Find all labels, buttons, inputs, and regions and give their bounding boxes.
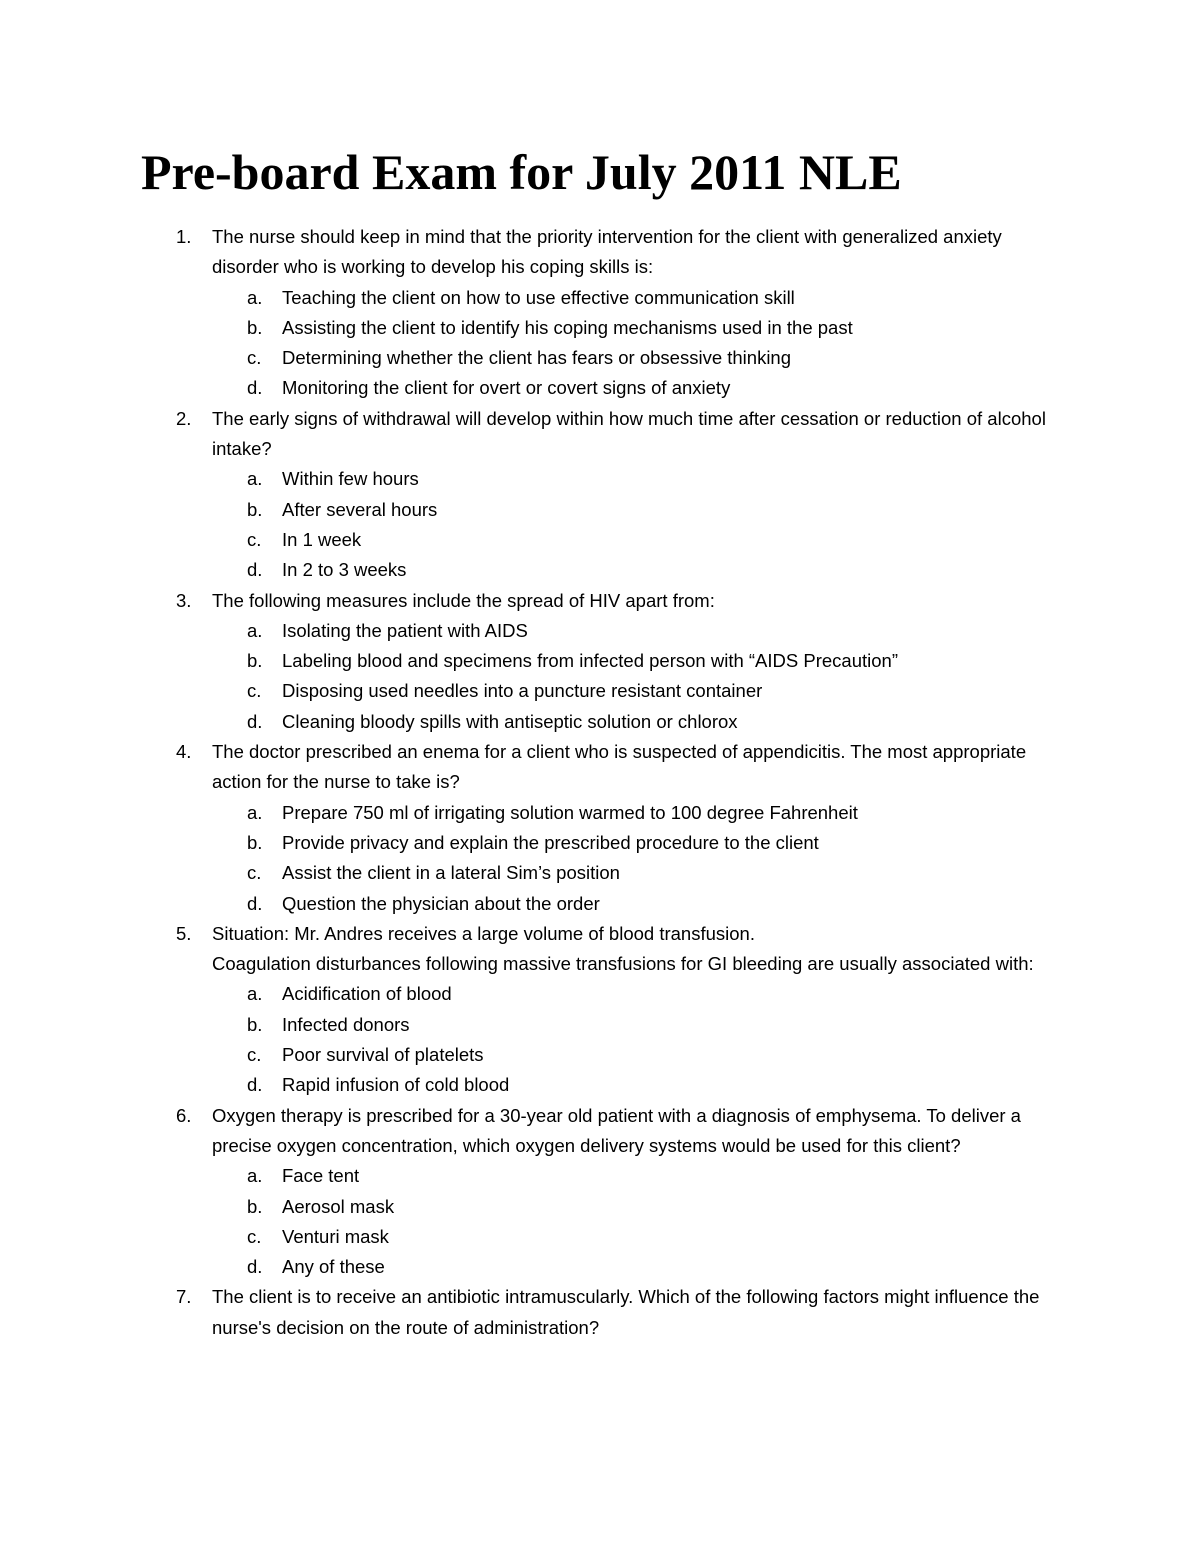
question-text: The following measures include the spread of HIV apart from: xyxy=(212,589,715,611)
question-text: Situation: Mr. Andres receives a large volume of blood transfusion. xyxy=(212,922,755,944)
answer-choice xyxy=(0,1252,1122,1282)
answer-choice xyxy=(0,1040,1122,1070)
choice-letter: b. xyxy=(247,650,263,672)
choice-text: Infected donors xyxy=(282,1013,410,1035)
choice-letter: d. xyxy=(247,559,263,581)
answer-choice xyxy=(0,828,1122,858)
choice-text: Face tent xyxy=(282,1165,360,1187)
choice-text: Venturi mask xyxy=(282,1225,389,1247)
question-item xyxy=(0,737,1200,919)
choice-text: Assist the client in a lateral Sim’s position xyxy=(282,862,620,884)
question-number: 4. xyxy=(176,741,192,763)
choice-letter: b. xyxy=(247,316,263,338)
answer-choice xyxy=(0,464,1122,494)
question-item xyxy=(0,1282,1200,1343)
choice-text: Teaching the client on how to use effective communication skill xyxy=(282,286,795,308)
answer-choice xyxy=(0,1222,1122,1252)
answer-choice xyxy=(0,555,1122,585)
choice-text: Prepare 750 ml of irrigating solution warmed to 100 degree Fahrenheit xyxy=(282,801,858,823)
answer-choice xyxy=(0,707,1122,737)
question-number: 6. xyxy=(176,1104,192,1126)
choice-letter: d. xyxy=(247,1074,263,1096)
answer-choice xyxy=(0,1192,1122,1222)
answer-choices xyxy=(0,1161,1200,1282)
choice-text: Any of these xyxy=(282,1256,385,1278)
question-item xyxy=(0,1101,1200,1283)
answer-choice xyxy=(0,1070,1122,1100)
choice-text: After several hours xyxy=(282,498,438,520)
choice-letter: c. xyxy=(247,862,262,884)
choice-text: Question the physician about the order xyxy=(282,892,600,914)
answer-choice xyxy=(0,373,1122,403)
choice-letter: a. xyxy=(247,983,263,1005)
choice-text: Acidification of blood xyxy=(282,983,452,1005)
choice-text: Provide privacy and explain the prescribed procedure to the client xyxy=(282,831,819,853)
answer-choice xyxy=(0,858,1122,888)
answer-choice xyxy=(0,646,1122,676)
answer-choice xyxy=(0,979,1122,1009)
choice-letter: c. xyxy=(247,1044,262,1066)
choice-letter: c. xyxy=(247,347,262,369)
question-stem xyxy=(0,404,1052,465)
question-number: 1. xyxy=(176,226,192,247)
answer-choice xyxy=(0,889,1122,919)
choice-text: Aerosol mask xyxy=(282,1195,395,1217)
choice-letter: a. xyxy=(247,801,263,823)
question-text: Coagulation disturbances following massive transfusions for GI bleeding are usually associated with: xyxy=(212,953,1034,975)
question-stem xyxy=(0,1101,1052,1162)
question-item xyxy=(0,222,1200,404)
question-stem xyxy=(0,737,1052,798)
choice-letter: d. xyxy=(247,892,263,914)
answer-choice xyxy=(0,283,1122,313)
question-number: 5. xyxy=(176,922,192,944)
choice-text: In 1 week xyxy=(282,528,362,550)
answer-choices xyxy=(0,616,1200,737)
document-title: Pre-board Exam for July 2011 NLE xyxy=(141,144,902,200)
answer-choice xyxy=(0,313,1122,343)
choice-text: Cleaning bloody spills with antiseptic solution or chlorox xyxy=(282,710,738,732)
answer-choice xyxy=(0,676,1122,706)
choice-letter: c. xyxy=(247,528,262,550)
answer-choice xyxy=(0,525,1122,555)
question-item xyxy=(0,919,1200,1101)
answer-choices xyxy=(0,798,1200,919)
question-text: The nurse should keep in mind that the priority intervention for the client with generalized anxiety disorder who is working to develop his coping skills is: xyxy=(212,226,1002,278)
choice-text: Assisting the client to identify his coping mechanisms used in the past xyxy=(282,316,853,338)
question-number: 7. xyxy=(176,1286,192,1308)
question-text: The early signs of withdrawal will develop within how much time after cessation or reduction of alcohol intake? xyxy=(212,407,1046,460)
choice-letter: c. xyxy=(247,680,262,702)
choice-text: In 2 to 3 weeks xyxy=(282,559,407,581)
choice-text: Poor survival of platelets xyxy=(282,1044,484,1066)
question-stem xyxy=(0,586,1052,616)
question-stem xyxy=(0,222,1052,283)
choice-letter: b. xyxy=(247,498,263,520)
choice-letter: c. xyxy=(247,1225,262,1247)
choice-letter: a. xyxy=(247,286,263,308)
question-stem xyxy=(0,1282,1052,1343)
answer-choices xyxy=(0,979,1200,1100)
question-number: 3. xyxy=(176,589,192,611)
answer-choice xyxy=(0,798,1122,828)
choice-letter: a. xyxy=(247,1165,263,1187)
choice-letter: a. xyxy=(247,619,263,641)
choice-letter: d. xyxy=(247,1256,263,1278)
choice-letter: d. xyxy=(247,377,263,399)
question-item xyxy=(0,586,1200,737)
choice-letter: b. xyxy=(247,1195,263,1217)
choice-text: Disposing used needles into a puncture resistant container xyxy=(282,680,763,702)
answer-choice xyxy=(0,616,1122,646)
choice-text: Labeling blood and specimens from infected person with “AIDS Precaution” xyxy=(282,650,898,672)
choice-letter: a. xyxy=(247,468,263,490)
question-item xyxy=(0,404,1200,586)
question-stem xyxy=(0,949,1052,979)
answer-choice xyxy=(0,495,1122,525)
answer-choice xyxy=(0,343,1122,373)
choice-text: Isolating the patient with AIDS xyxy=(282,619,528,641)
question-text: Oxygen therapy is prescribed for a 30-year old patient with a diagnosis of emphysema. To deliver a precise oxygen concentration, which oxygen delivery systems would be used for this client? xyxy=(212,1104,1021,1156)
answer-choice xyxy=(0,1010,1122,1040)
question-text: The doctor prescribed an enema for a client who is suspected of appendicitis. The most appropriate action for the nurse to take is? xyxy=(212,741,1027,793)
choice-letter: b. xyxy=(247,831,263,853)
choice-letter: b. xyxy=(247,1013,263,1035)
question-text: The client is to receive an antibiotic intramuscularly. Which of the following factors might influence the nurse's decision on the route of administration? xyxy=(212,1286,1040,1338)
answer-choices xyxy=(0,283,1200,404)
question-stem xyxy=(0,919,1052,949)
choice-text: Monitoring the client for overt or covert signs of anxiety xyxy=(282,377,731,399)
answer-choice xyxy=(0,1161,1122,1191)
choice-text: Within few hours xyxy=(282,468,419,490)
choice-text: Determining whether the client has fears or obsessive thinking xyxy=(282,347,792,369)
choice-text: Rapid infusion of cold blood xyxy=(282,1074,510,1096)
answer-choices xyxy=(0,464,1200,585)
question-list xyxy=(0,222,1200,1343)
choice-letter: d. xyxy=(247,710,263,732)
question-number: 2. xyxy=(176,407,192,429)
